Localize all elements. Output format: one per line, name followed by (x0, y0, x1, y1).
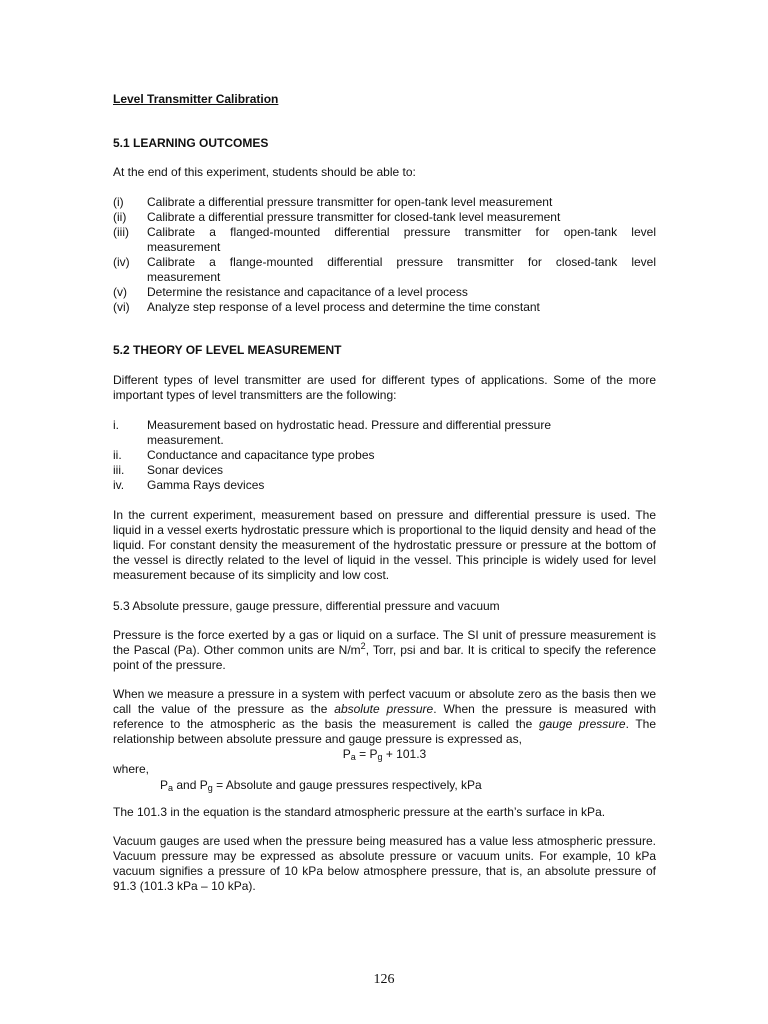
pressure-definition-paragraph: Pressure is the force exerted by a gas or liquid on a surface. The SI unit of pressure measurement is the Pascal (Pa). Other common units are $N/m^2$, Torr, psi and bar. It is critical to specify the reference point of the pressure. (113, 628, 656, 672)
atmospheric-pressure-note: The 101.3 in the equation is the standard atmospheric pressure at the earth’s surface in kPa. (113, 805, 606, 819)
pressure-equation: $P_a = P_g + 101.3$ (342, 747, 427, 762)
list-item: (i) Calibrate a differential pressure transmitter for open-tank level measurement (113, 195, 553, 209)
list-item: iii. Sonar devices (113, 463, 224, 477)
document-title: Level Transmitter Calibration (113, 92, 279, 106)
list-item: iv. Gamma Rays devices (113, 478, 265, 492)
section-heading-5-2: 5.2 THEORY OF LEVEL MEASUREMENT (113, 343, 342, 357)
equation-variable-definitions: $P_a$ and $P_g$ = Absolute and gauge pressures respectively, kPa (160, 778, 482, 793)
vacuum-paragraph: Vacuum gauges are used when the pressure being measured has a value less atmospheric pressure. Vacuum pressure may be expressed as absolute pressure or vacuum units. For example, 10 kPa vacuum signifies a pressure of 10 kPa below atmosphere pressure, that is, an absolute pressure of 91.3 (101.3 kPa – 10 kPa). (113, 834, 656, 893)
absolute-gauge-paragraph: When we measure a pressure in a system with perfect vacuum or absolute zero as the basis then we call the value of the pressure as the absolute pressure. When the pressure is measured with reference to the atmospheric as the basis the measurement is called the gauge pressure. The relationship between absolute pressure and gauge pressure is expressed as, (113, 687, 657, 746)
page-number: 126 (373, 972, 395, 987)
section-5-2-paragraph: In the current experiment, measurement based on pressure and differential pressure is used. The liquid in a vessel exerts hydrostatic pressure which is proportional to the liquid density and head of the liquid. For constant density the measurement of the hydrostatic pressure or pressure at the bottom of the vessel is directly related to the level of liquid in the vessel. This principle is widely used for level measurement because of its simplicity and low cost. (113, 508, 656, 582)
list-item: (v) Determine the resistance and capacitance of a level process (113, 285, 468, 299)
list-item: (vi) Analyze step response of a level process and determine the time constant (113, 300, 540, 314)
level-transmitter-types-list (113, 418, 656, 493)
learning-outcomes-list (113, 195, 656, 315)
section-heading-5-1: 5.1 LEARNING OUTCOMES (113, 136, 269, 150)
list-item: (ii) Calibrate a differential pressure transmitter for closed-tank level measurement (113, 210, 561, 224)
list-item: ii. Conductance and capacitance type probes (113, 448, 375, 462)
list-item: i. Measurement based on hydrostatic head. Pressure and differential pressure measurement. (113, 418, 552, 447)
where-label: where, (113, 762, 150, 776)
list-item: (iii) Calibrate a flanged-mounted differential pressure transmitter for open-tank level measurement (113, 225, 656, 254)
section-heading-5-3: 5.3 Absolute pressure, gauge pressure, differential pressure and vacuum (113, 599, 500, 613)
list-item: (iv) Calibrate a flange-mounted differential pressure transmitter for closed-tank level measurement (113, 255, 656, 284)
section-5-2-intro: Different types of level transmitter are used for different types of applications. Some of the more important types of level transmitters are the following: (113, 373, 656, 402)
section-5-1-intro: At the end of this experiment, students should be able to: (113, 165, 416, 179)
